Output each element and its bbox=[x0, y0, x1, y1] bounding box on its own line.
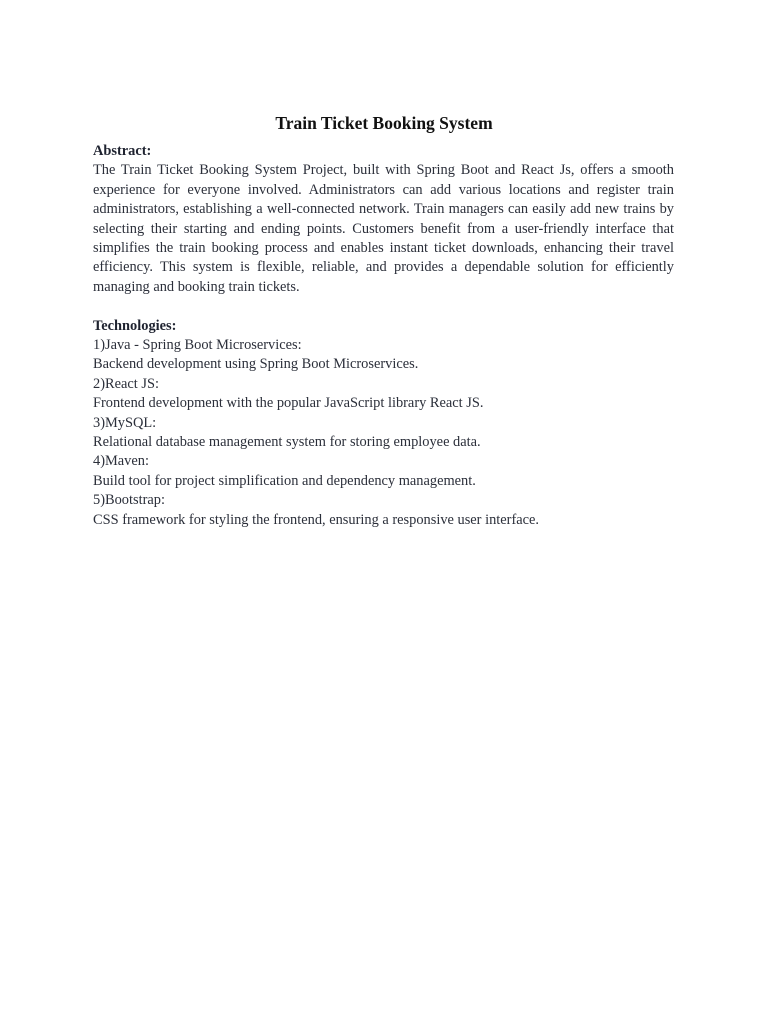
technology-name: 5)Bootstrap: bbox=[93, 492, 165, 509]
technologies-list bbox=[93, 336, 674, 530]
technologies-heading: Technologies: bbox=[93, 317, 177, 334]
technology-description: Frontend development with the popular JavaScript library React JS. bbox=[93, 395, 484, 412]
technology-item bbox=[93, 375, 674, 414]
technology-name: 3)MySQL: bbox=[93, 414, 157, 431]
technology-item bbox=[93, 452, 674, 491]
technology-description: CSS framework for styling the frontend, ensuring a responsive user interface. bbox=[93, 511, 539, 528]
technology-name: 4)Maven: bbox=[93, 453, 149, 470]
technology-name: 1)Java - Spring Boot Microservices: bbox=[93, 337, 302, 354]
abstract-text: The Train Ticket Booking System Project, built with Spring Boot and React Js, offers a smooth experience for everyone involved. Administrators can add various locations and register train administrators, establishing a well-connected network. Train managers can easily add new trains by selecting their starting and ending points. Customers benefit from a user-friendly interface that simplifies the train booking process and enables instant ticket downloads, enhancing their travel efficiency. This system is flexible, reliable, and provides a dependable solution for efficiently managing and booking train tickets. bbox=[93, 162, 674, 295]
technology-item bbox=[93, 414, 674, 453]
technology-item bbox=[93, 491, 674, 530]
section-spacer bbox=[93, 297, 674, 316]
technology-description: Backend development using Spring Boot Microservices. bbox=[93, 356, 419, 373]
technology-name: 2)React JS: bbox=[93, 375, 159, 392]
document-title: Train Ticket Booking System bbox=[275, 113, 493, 133]
document-content bbox=[93, 142, 674, 530]
technology-description: Build tool for project simplification and dependency management. bbox=[93, 472, 476, 489]
technology-description: Relational database management system for storing employee data. bbox=[93, 434, 481, 451]
technology-item bbox=[93, 336, 674, 375]
abstract-heading: Abstract: bbox=[93, 143, 152, 159]
